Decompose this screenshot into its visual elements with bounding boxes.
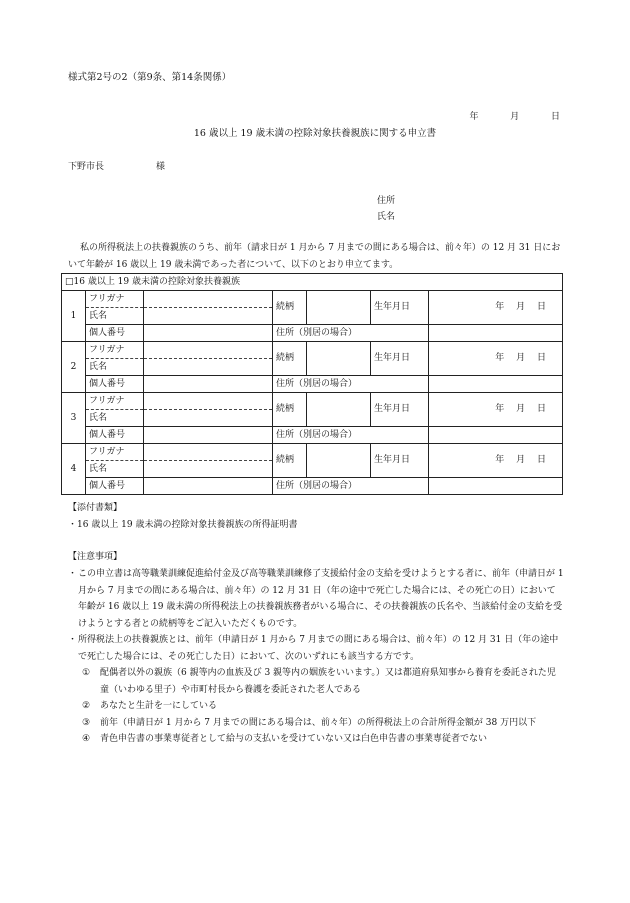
birthdate-label: 生年月日 xyxy=(371,342,429,376)
furigana-field[interactable] xyxy=(144,291,273,308)
relation-field[interactable] xyxy=(307,291,371,325)
relation-label: 続柄 xyxy=(273,342,307,376)
condition-item xyxy=(68,698,564,715)
attachment-item: ・16 歳以上 19 歳未満の控除対象扶養親族の所得証明書 xyxy=(68,520,298,530)
condition-number: ① xyxy=(82,668,91,678)
name-label: 氏名 xyxy=(86,359,144,376)
note-text: 所得税法上の扶養親族とは、前年（申請日が 1 月から 7 月までの間にある場合は、前々年）の 12 月 31 日（年の途中で死亡した場合には、その死亡した日）において、次のいずれにも該当する方です。 xyxy=(78,635,559,662)
address-field[interactable] xyxy=(429,427,563,444)
mynumber-label: 個人番号 xyxy=(86,376,144,393)
mynumber-label: 個人番号 xyxy=(86,427,144,444)
furigana-label: フリガナ xyxy=(86,393,144,410)
furigana-field[interactable] xyxy=(144,393,273,410)
condition-number: ③ xyxy=(82,717,91,728)
name-field[interactable] xyxy=(144,308,273,325)
date-month-label: 月 xyxy=(510,112,520,122)
furigana-label: フリガナ xyxy=(86,291,144,308)
condition-item xyxy=(68,715,564,732)
row-index: 2 xyxy=(62,342,86,393)
bullet-glyph: ・ xyxy=(68,569,78,579)
condition-text: 青色申告書の事業専従者として給与の支払いを受けていない又は白色申告書の事業専従者でない xyxy=(100,734,488,744)
row-index: 3 xyxy=(62,393,86,444)
birthdate-field[interactable]: 年 月 日 xyxy=(429,291,563,325)
relation-field[interactable] xyxy=(307,444,371,478)
note-item xyxy=(68,632,564,665)
table-row xyxy=(62,393,563,410)
condition-text: 前年（申請日が 1 月から 7 月までの間にある場合は、前々年）の所得税法上の合計所得金額が 38 万円以下 xyxy=(100,717,537,728)
name-field[interactable] xyxy=(144,410,273,427)
birthdate-field[interactable]: 年 月 日 xyxy=(429,393,563,427)
furigana-field[interactable] xyxy=(144,342,273,359)
birthdate-label: 生年月日 xyxy=(371,444,429,478)
date-year-label: 年 xyxy=(469,112,479,122)
note-item xyxy=(68,566,564,632)
row-index: 1 xyxy=(62,291,86,342)
name-label: 氏名 xyxy=(86,461,144,478)
row-index: 4 xyxy=(62,444,86,495)
name-label: 氏名 xyxy=(86,308,144,325)
address-field[interactable] xyxy=(429,325,563,342)
address-label: 住所（別居の場合） xyxy=(273,478,429,495)
condition-number: ② xyxy=(82,701,91,711)
applicant-address-label: 住所 xyxy=(377,196,396,206)
address-label: 住所（別居の場合） xyxy=(273,427,429,444)
condition-item xyxy=(68,731,564,748)
mynumber-field[interactable] xyxy=(144,376,273,393)
intro-paragraph: 私の所得税法上の扶養親族のうち、前年（請求日が 1 月から 7 月までの間にある場合は、前々年）の 12 月 31 日において年齢が 16 歳以上 19 歳未満であった者について、以下のとおり申立てます。 xyxy=(68,243,561,270)
relation-label: 続柄 xyxy=(273,291,307,325)
table-row xyxy=(62,342,563,359)
bullet-glyph: ・ xyxy=(68,635,78,645)
form-number: 様式第2号の2（第9条、第14条関係） xyxy=(68,72,232,83)
mynumber-label: 個人番号 xyxy=(86,325,144,342)
addressee xyxy=(68,159,165,172)
furigana-label: フリガナ xyxy=(86,342,144,359)
furigana-label: フリガナ xyxy=(86,444,144,461)
submission-date xyxy=(469,109,560,122)
table-header: □16 歳以上 19 歳未満の控除対象扶養親族 xyxy=(62,274,563,291)
mynumber-field[interactable] xyxy=(144,478,273,495)
relation-label: 続柄 xyxy=(273,444,307,478)
notes-heading: 【注意事項】 xyxy=(68,552,123,562)
condition-text: 配偶者以外の親族（6 親等内の血族及び 3 親等内の姻族をいいます。）又は都道府県知事から養育を委託された児童（いわゆる里子）や市町村長から養護を委託された老人である xyxy=(100,668,556,695)
address-label: 住所（別居の場合） xyxy=(273,376,429,393)
relation-field[interactable] xyxy=(307,393,371,427)
condition-item xyxy=(68,665,564,698)
name-field[interactable] xyxy=(144,461,273,478)
birthdate-field[interactable]: 年 月 日 xyxy=(429,444,563,478)
address-label: 住所（別居の場合） xyxy=(273,325,429,342)
furigana-field[interactable] xyxy=(144,444,273,461)
attachments-heading: 【添付書類】 xyxy=(68,503,123,513)
mynumber-field[interactable] xyxy=(144,325,273,342)
date-day-label: 日 xyxy=(550,112,560,122)
birthdate-label: 生年月日 xyxy=(371,291,429,325)
condition-text: あなたと生計を一にしている xyxy=(100,701,218,711)
birthdate-label: 生年月日 xyxy=(371,393,429,427)
addressee-label: 下野市長 xyxy=(68,162,105,172)
note-text: この申立書は高等職業訓練促進給付金及び高等職業訓練修了支援給付金の支給を受けようとする者に、前年（申請日が 1 月から 7 月までの間にある場合は、前々年）の 12 月 31 日（年の途中で死亡した場合には、その死亡の日）において年齢が 16 歳以上 19 歳未満の所得税法上の扶養親族務者がいる場合に、その扶養親族の氏名や、当該給付金の支給を受けようとする者との続柄等をご記入いただくものです。 xyxy=(78,569,564,629)
dependents-table xyxy=(61,273,563,495)
mynumber-label: 個人番号 xyxy=(86,478,144,495)
addressee-honorific: 様 xyxy=(156,162,166,172)
document-title: 16 歳以上 19 歳未満の控除対象扶養親族に関する申立書 xyxy=(193,128,437,139)
table-row xyxy=(62,291,563,308)
name-field[interactable] xyxy=(144,359,273,376)
notes-list xyxy=(68,566,564,748)
address-field[interactable] xyxy=(429,376,563,393)
applicant-name-label: 氏名 xyxy=(377,212,396,222)
condition-number: ④ xyxy=(82,734,91,744)
relation-label: 続柄 xyxy=(273,393,307,427)
mynumber-field[interactable] xyxy=(144,427,273,444)
name-label: 氏名 xyxy=(86,410,144,427)
birthdate-field[interactable]: 年 月 日 xyxy=(429,342,563,376)
table-row xyxy=(62,444,563,461)
relation-field[interactable] xyxy=(307,342,371,376)
address-field[interactable] xyxy=(429,478,563,495)
